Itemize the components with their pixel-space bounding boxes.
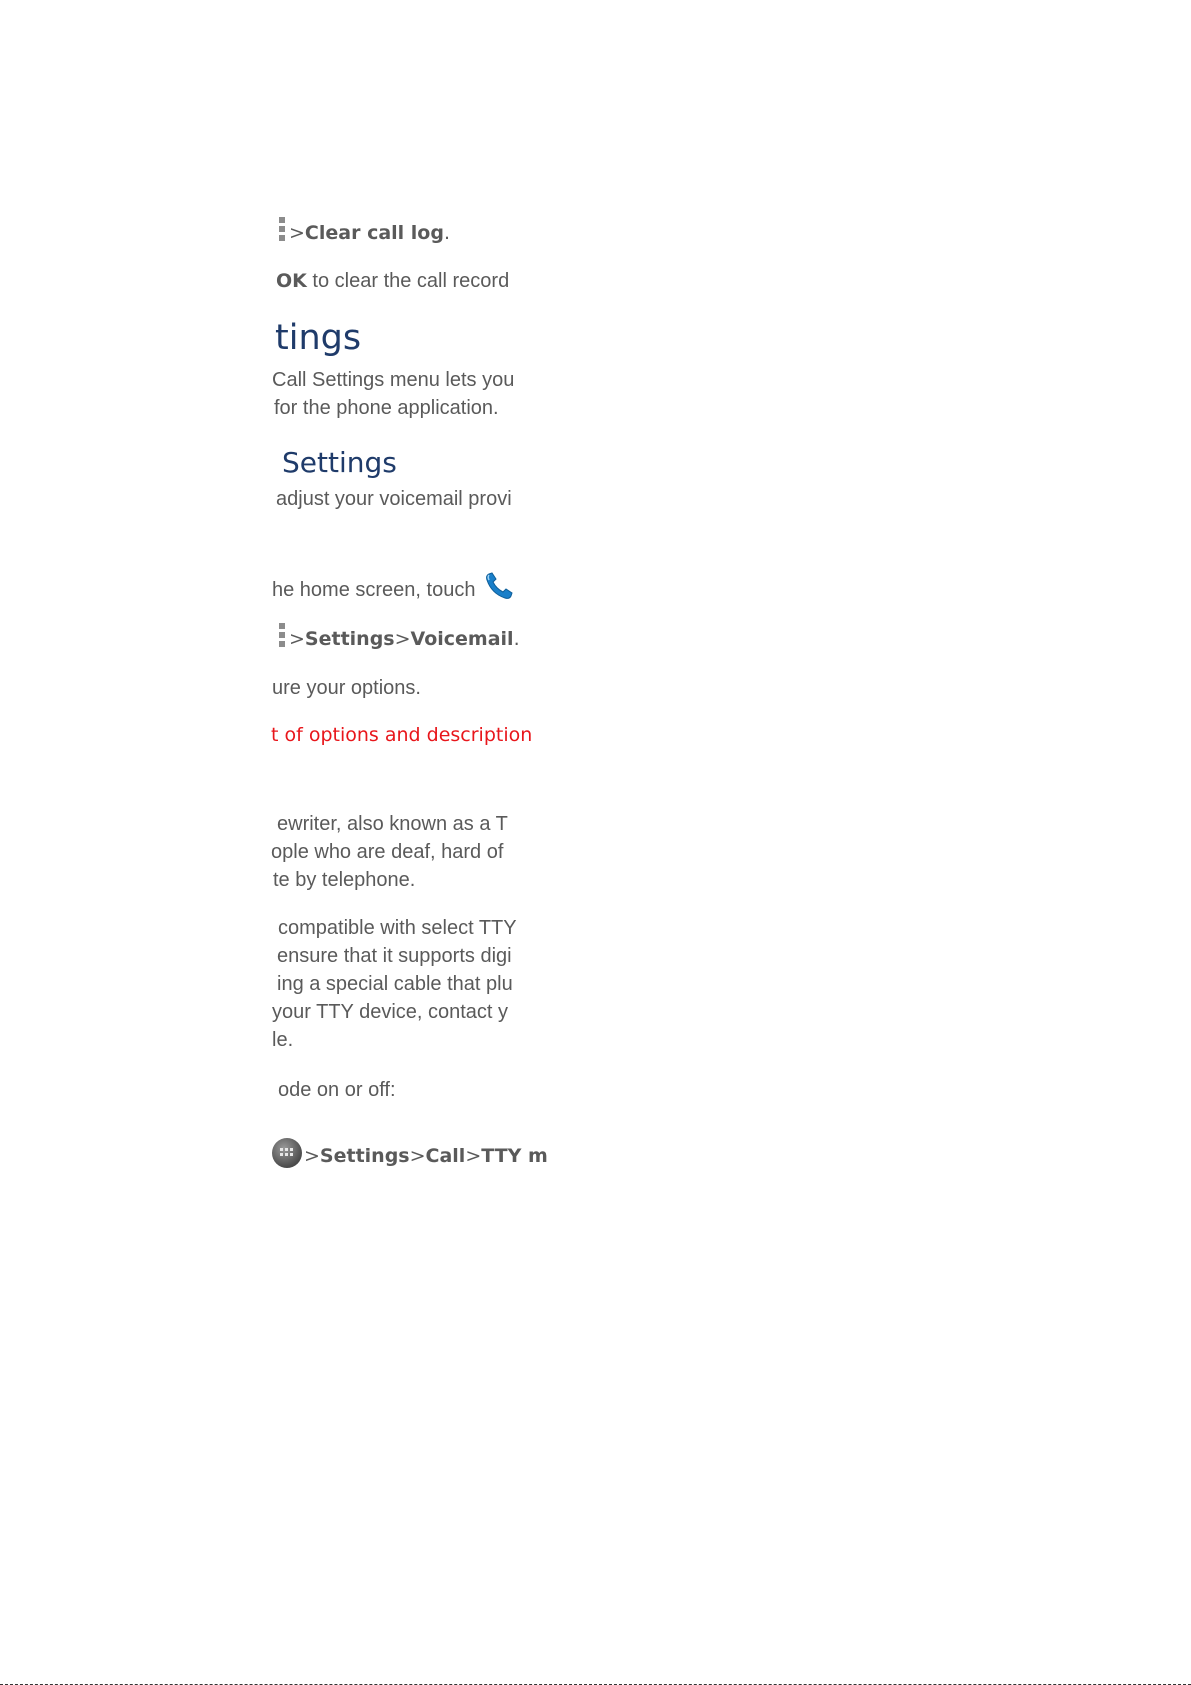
tty-intro-line-1: ewriter, also known as a T (277, 813, 508, 835)
tty-compat-line-4: your TTY device, contact y (272, 1001, 509, 1023)
apps-grid-icon (272, 1138, 302, 1168)
intro-line-2: for the phone application. (274, 397, 499, 419)
tty-compat-line-1: compatible with select TTY (278, 917, 517, 939)
section-heading: tings (275, 318, 362, 358)
menu-dots-icon (279, 217, 285, 241)
configure-options-step: ure your options. (272, 677, 421, 699)
tty-intro-line-3: te by telephone. (273, 869, 416, 891)
ok-step: OK to clear the call record (276, 270, 510, 292)
tty-compat-line-3: ing a special cable that plu (277, 973, 513, 995)
home-screen-step: he home screen, touch (272, 570, 515, 602)
tty-mode-step: >Settings>Call>TTY m (272, 1138, 548, 1168)
intro-line-1: Call Settings menu lets you (272, 369, 515, 391)
clear-call-log-step: >Clear call log. (279, 217, 450, 245)
tty-intro-line-2: ople who are deaf, hard of (271, 841, 504, 863)
menu-dots-icon (279, 623, 285, 647)
phone-icon (483, 570, 515, 602)
voicemail-settings-step: >Settings>Voicemail. (279, 623, 520, 651)
tty-mode-intro: ode on or off: (278, 1079, 396, 1101)
tty-compat-line-2: ensure that it supports digi (277, 945, 512, 967)
tty-compat-line-5: le. (272, 1029, 294, 1051)
voicemail-intro: adjust your voicemail provi (276, 488, 512, 510)
subsection-heading: Settings (282, 446, 397, 479)
options-link[interactable]: t of options and description (271, 724, 533, 746)
document-content (268, 0, 548, 1685)
